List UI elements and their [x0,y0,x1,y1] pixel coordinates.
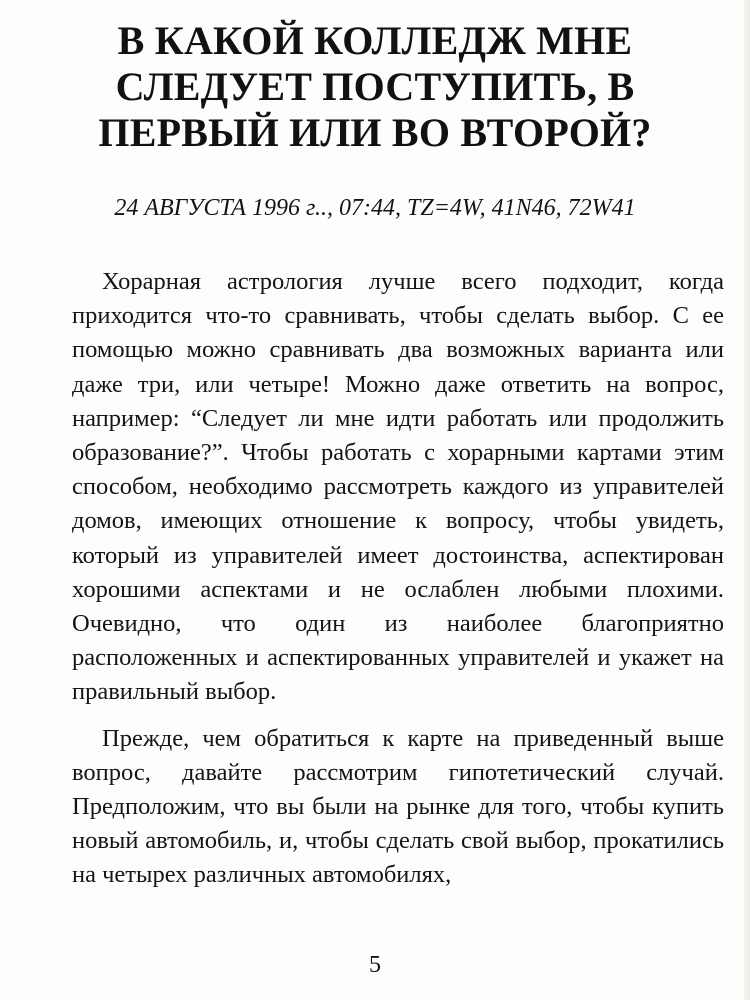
paragraph-2: Прежде, чем обратиться к карте на приведенный выше вопрос, давайте рассмотрим гипотетический случай. Предположим, что вы были на рынке для того, чтобы купить новый автомобиль, и, чтобы сделать свой выбор, прокатились на четырех различных автомобилях, [72,724,724,889]
page-title: В КАКОЙ КОЛЛЕДЖ МНЕ СЛЕДУЕТ ПОСТУПИТЬ, В ПЕРВЫЙ ИЛИ ВО ВТОРОЙ? [98,18,652,155]
chart-dateline: 24 АВГУСТА 1996 г.., 07:44, TZ=4W, 41N46, 72W41 [114,195,636,221]
paragraph-1: Хорарная астрология лучше всего подходит, когда приходится что-то сравнивать, чтобы сделать выбор. С ее помощью можно сравнивать два возможных варианта или даже три, или четыре! Можно даже ответить на вопрос, например: “Следует ли мне идти работать или продолжить образование?”. Чтобы работать с хорарными картами этим способом, необходимо рассмотреть каждого из управителей домов, имеющих отношение к вопросу, чтобы увидеть, который из управителей имеет достоинства, аспектирован хорошими аспектами и не ослаблен любыми плохими. Очевидно, что один из наиболее благоприятно расположенных и аспектированных управителей и укажет на правильный выбор. [72,268,724,706]
page-edge-shadow [744,0,750,1000]
body-text [72,265,724,905]
page-number: 5 [369,952,381,978]
